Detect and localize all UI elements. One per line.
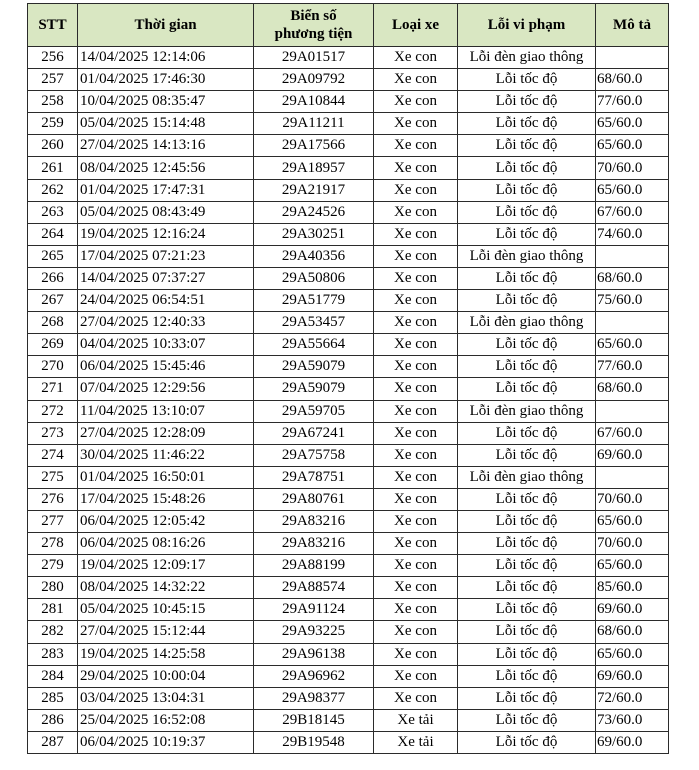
- table-row: [28, 201, 669, 223]
- time-cell: 06/04/2025 12:05:42: [78, 510, 254, 532]
- table-row: [28, 245, 669, 267]
- table-header: [28, 4, 669, 47]
- violation-cell: Lỗi tốc độ: [458, 533, 596, 555]
- plate-cell: 29A98377: [254, 687, 374, 709]
- violation-cell: Lỗi tốc độ: [458, 422, 596, 444]
- vehicle-type-cell: Xe con: [374, 466, 458, 488]
- description-cell: 69/60.0: [596, 444, 669, 466]
- table-row: [28, 488, 669, 510]
- vehicle-type-cell: Xe con: [374, 267, 458, 289]
- header-plate: [254, 4, 374, 47]
- time-cell: 07/04/2025 12:29:56: [78, 378, 254, 400]
- violation-cell: Lỗi tốc độ: [458, 334, 596, 356]
- violation-cell: Lỗi tốc độ: [458, 709, 596, 731]
- table-row: [28, 422, 669, 444]
- description-cell: 85/60.0: [596, 577, 669, 599]
- plate-cell: 29A10844: [254, 91, 374, 113]
- plate-cell: 29A30251: [254, 223, 374, 245]
- time-cell: 30/04/2025 11:46:22: [78, 444, 254, 466]
- vehicle-type-cell: Xe con: [374, 599, 458, 621]
- description-cell: 65/60.0: [596, 135, 669, 157]
- stt-cell: 282: [28, 621, 78, 643]
- time-cell: 17/04/2025 15:48:26: [78, 488, 254, 510]
- description-cell: 65/60.0: [596, 334, 669, 356]
- description-cell: 67/60.0: [596, 201, 669, 223]
- violation-cell: Lỗi đèn giao thông: [458, 245, 596, 267]
- description-cell: 68/60.0: [596, 267, 669, 289]
- table-row: [28, 643, 669, 665]
- stt-cell: 281: [28, 599, 78, 621]
- description-cell: 67/60.0: [596, 422, 669, 444]
- vehicle-type-cell: Xe con: [374, 290, 458, 312]
- vehicle-type-cell: Xe con: [374, 621, 458, 643]
- description-cell: 74/60.0: [596, 223, 669, 245]
- plate-cell: 29A11211: [254, 113, 374, 135]
- plate-cell: 29A83216: [254, 510, 374, 532]
- description-cell: 68/60.0: [596, 378, 669, 400]
- description-cell: 65/60.0: [596, 113, 669, 135]
- stt-cell: 263: [28, 201, 78, 223]
- time-cell: 14/04/2025 07:37:27: [78, 267, 254, 289]
- table-row: [28, 267, 669, 289]
- table-row: [28, 334, 669, 356]
- table-row: [28, 179, 669, 201]
- vehicle-type-cell: Xe con: [374, 555, 458, 577]
- violation-cell: Lỗi tốc độ: [458, 577, 596, 599]
- stt-cell: 285: [28, 687, 78, 709]
- time-cell: 27/04/2025 12:28:09: [78, 422, 254, 444]
- stt-cell: 276: [28, 488, 78, 510]
- header-type: Loại xe: [374, 4, 458, 47]
- stt-cell: 278: [28, 533, 78, 555]
- description-cell: 72/60.0: [596, 687, 669, 709]
- header-stt: STT: [28, 4, 78, 47]
- plate-cell: 29A67241: [254, 422, 374, 444]
- table-row: [28, 223, 669, 245]
- violation-cell: Lỗi tốc độ: [458, 179, 596, 201]
- table-row: [28, 356, 669, 378]
- time-cell: 29/04/2025 10:00:04: [78, 665, 254, 687]
- table-row: [28, 510, 669, 532]
- vehicle-type-cell: Xe con: [374, 157, 458, 179]
- violation-cell: Lỗi đèn giao thông: [458, 47, 596, 69]
- violation-cell: Lỗi tốc độ: [458, 69, 596, 91]
- table-row: [28, 444, 669, 466]
- violation-cell: Lỗi tốc độ: [458, 356, 596, 378]
- description-cell: 75/60.0: [596, 290, 669, 312]
- vehicle-type-cell: Xe con: [374, 334, 458, 356]
- vehicle-type-cell: Xe con: [374, 91, 458, 113]
- stt-cell: 262: [28, 179, 78, 201]
- violation-cell: Lỗi tốc độ: [458, 201, 596, 223]
- time-cell: 25/04/2025 16:52:08: [78, 709, 254, 731]
- violation-cell: Lỗi tốc độ: [458, 157, 596, 179]
- stt-cell: 257: [28, 69, 78, 91]
- plate-cell: 29A88574: [254, 577, 374, 599]
- plate-cell: 29A96138: [254, 643, 374, 665]
- table-row: [28, 135, 669, 157]
- vehicle-type-cell: Xe con: [374, 223, 458, 245]
- vehicle-type-cell: Xe con: [374, 422, 458, 444]
- plate-cell: 29A88199: [254, 555, 374, 577]
- table-row: [28, 378, 669, 400]
- table-row: [28, 69, 669, 91]
- violation-cell: Lỗi tốc độ: [458, 444, 596, 466]
- vehicle-type-cell: Xe con: [374, 378, 458, 400]
- stt-cell: 260: [28, 135, 78, 157]
- stt-cell: 258: [28, 91, 78, 113]
- table-row: [28, 577, 669, 599]
- description-cell: 65/60.0: [596, 555, 669, 577]
- vehicle-type-cell: Xe con: [374, 69, 458, 91]
- plate-cell: 29A75758: [254, 444, 374, 466]
- violations-table: [27, 3, 669, 754]
- time-cell: 06/04/2025 08:16:26: [78, 533, 254, 555]
- vehicle-type-cell: Xe con: [374, 201, 458, 223]
- time-cell: 05/04/2025 15:14:48: [78, 113, 254, 135]
- stt-cell: 273: [28, 422, 78, 444]
- plate-cell: 29A53457: [254, 312, 374, 334]
- description-cell: 70/60.0: [596, 488, 669, 510]
- description-cell: 77/60.0: [596, 91, 669, 113]
- stt-cell: 264: [28, 223, 78, 245]
- time-cell: 27/04/2025 12:40:33: [78, 312, 254, 334]
- violation-cell: Lỗi tốc độ: [458, 91, 596, 113]
- description-cell: 69/60.0: [596, 665, 669, 687]
- description-cell: [596, 466, 669, 488]
- plate-cell: 29B18145: [254, 709, 374, 731]
- description-cell: 70/60.0: [596, 533, 669, 555]
- time-cell: 27/04/2025 15:12:44: [78, 621, 254, 643]
- time-cell: 01/04/2025 16:50:01: [78, 466, 254, 488]
- stt-cell: 272: [28, 400, 78, 422]
- table-row: [28, 599, 669, 621]
- time-cell: 27/04/2025 14:13:16: [78, 135, 254, 157]
- time-cell: 24/04/2025 06:54:51: [78, 290, 254, 312]
- plate-cell: 29A17566: [254, 135, 374, 157]
- stt-cell: 287: [28, 731, 78, 753]
- violation-cell: Lỗi đèn giao thông: [458, 312, 596, 334]
- vehicle-type-cell: Xe con: [374, 687, 458, 709]
- description-cell: 69/60.0: [596, 731, 669, 753]
- time-cell: 19/04/2025 14:25:58: [78, 643, 254, 665]
- time-cell: 04/04/2025 10:33:07: [78, 334, 254, 356]
- vehicle-type-cell: Xe con: [374, 135, 458, 157]
- vehicle-type-cell: Xe con: [374, 47, 458, 69]
- plate-cell: 29B19548: [254, 731, 374, 753]
- header-row: [28, 4, 669, 47]
- description-cell: 70/60.0: [596, 157, 669, 179]
- description-cell: 65/60.0: [596, 510, 669, 532]
- table-row: [28, 466, 669, 488]
- vehicle-type-cell: Xe con: [374, 444, 458, 466]
- time-cell: 05/04/2025 08:43:49: [78, 201, 254, 223]
- plate-cell: 29A24526: [254, 201, 374, 223]
- stt-cell: 277: [28, 510, 78, 532]
- violation-cell: Lỗi đèn giao thông: [458, 466, 596, 488]
- description-cell: 69/60.0: [596, 599, 669, 621]
- vehicle-type-cell: Xe con: [374, 510, 458, 532]
- stt-cell: 279: [28, 555, 78, 577]
- table-row: [28, 113, 669, 135]
- time-cell: 17/04/2025 07:21:23: [78, 245, 254, 267]
- violation-cell: Lỗi tốc độ: [458, 643, 596, 665]
- vehicle-type-cell: Xe con: [374, 665, 458, 687]
- plate-cell: 29A93225: [254, 621, 374, 643]
- vehicle-type-cell: Xe con: [374, 312, 458, 334]
- plate-cell: 29A21917: [254, 179, 374, 201]
- description-cell: 68/60.0: [596, 621, 669, 643]
- table-row: [28, 290, 669, 312]
- time-cell: 19/04/2025 12:09:17: [78, 555, 254, 577]
- plate-cell: 29A40356: [254, 245, 374, 267]
- description-cell: 68/60.0: [596, 69, 669, 91]
- time-cell: 01/04/2025 17:46:30: [78, 69, 254, 91]
- table-row: [28, 555, 669, 577]
- description-cell: 77/60.0: [596, 356, 669, 378]
- vehicle-type-cell: Xe con: [374, 577, 458, 599]
- stt-cell: 280: [28, 577, 78, 599]
- violation-cell: Lỗi tốc độ: [458, 599, 596, 621]
- violation-cell: Lỗi đèn giao thông: [458, 400, 596, 422]
- table-row: [28, 665, 669, 687]
- violation-cell: Lỗi tốc độ: [458, 290, 596, 312]
- vehicle-type-cell: Xe con: [374, 400, 458, 422]
- plate-cell: 29A96962: [254, 665, 374, 687]
- table-row: [28, 400, 669, 422]
- plate-cell: 29A18957: [254, 157, 374, 179]
- table-row: [28, 621, 669, 643]
- header-desc: Mô tả: [596, 4, 669, 47]
- header-error: Lỗi vi phạm: [458, 4, 596, 47]
- stt-cell: 268: [28, 312, 78, 334]
- vehicle-type-cell: Xe con: [374, 245, 458, 267]
- time-cell: 11/04/2025 13:10:07: [78, 400, 254, 422]
- violation-cell: Lỗi tốc độ: [458, 223, 596, 245]
- stt-cell: 284: [28, 665, 78, 687]
- table-row: [28, 533, 669, 555]
- stt-cell: 269: [28, 334, 78, 356]
- vehicle-type-cell: Xe con: [374, 488, 458, 510]
- plate-cell: 29A51779: [254, 290, 374, 312]
- plate-cell: 29A50806: [254, 267, 374, 289]
- vehicle-type-cell: Xe con: [374, 533, 458, 555]
- violation-cell: Lỗi tốc độ: [458, 510, 596, 532]
- violation-cell: Lỗi tốc độ: [458, 621, 596, 643]
- description-cell: 65/60.0: [596, 179, 669, 201]
- violations-sheet: [27, 3, 669, 754]
- time-cell: 03/04/2025 13:04:31: [78, 687, 254, 709]
- stt-cell: 274: [28, 444, 78, 466]
- vehicle-type-cell: Xe con: [374, 113, 458, 135]
- violation-cell: Lỗi tốc độ: [458, 113, 596, 135]
- table-row: [28, 312, 669, 334]
- time-cell: 05/04/2025 10:45:15: [78, 599, 254, 621]
- plate-cell: 29A80761: [254, 488, 374, 510]
- description-cell: [596, 312, 669, 334]
- plate-cell: 29A01517: [254, 47, 374, 69]
- violation-cell: Lỗi tốc độ: [458, 687, 596, 709]
- table-row: [28, 731, 669, 753]
- stt-cell: 266: [28, 267, 78, 289]
- stt-cell: 259: [28, 113, 78, 135]
- plate-cell: 29A59705: [254, 400, 374, 422]
- stt-cell: 286: [28, 709, 78, 731]
- time-cell: 01/04/2025 17:47:31: [78, 179, 254, 201]
- time-cell: 06/04/2025 15:45:46: [78, 356, 254, 378]
- stt-cell: 267: [28, 290, 78, 312]
- vehicle-type-cell: Xe con: [374, 179, 458, 201]
- description-cell: 65/60.0: [596, 643, 669, 665]
- vehicle-type-cell: Xe tải: [374, 709, 458, 731]
- table-body: [28, 47, 669, 754]
- violation-cell: Lỗi tốc độ: [458, 555, 596, 577]
- stt-cell: 256: [28, 47, 78, 69]
- description-cell: [596, 47, 669, 69]
- header-plate-line1: Biển số: [290, 8, 337, 24]
- stt-cell: 283: [28, 643, 78, 665]
- description-cell: [596, 245, 669, 267]
- vehicle-type-cell: Xe con: [374, 356, 458, 378]
- table-row: [28, 709, 669, 731]
- stt-cell: 275: [28, 466, 78, 488]
- time-cell: 14/04/2025 12:14:06: [78, 47, 254, 69]
- stt-cell: 261: [28, 157, 78, 179]
- stt-cell: 271: [28, 378, 78, 400]
- violation-cell: Lỗi tốc độ: [458, 135, 596, 157]
- plate-cell: 29A83216: [254, 533, 374, 555]
- description-cell: [596, 400, 669, 422]
- table-row: [28, 157, 669, 179]
- header-plate-line2: phương tiện: [274, 26, 353, 42]
- time-cell: 10/04/2025 08:35:47: [78, 91, 254, 113]
- violation-cell: Lỗi tốc độ: [458, 378, 596, 400]
- violation-cell: Lỗi tốc độ: [458, 665, 596, 687]
- stt-cell: 265: [28, 245, 78, 267]
- violation-cell: Lỗi tốc độ: [458, 488, 596, 510]
- time-cell: 08/04/2025 12:45:56: [78, 157, 254, 179]
- plate-cell: 29A78751: [254, 466, 374, 488]
- violation-cell: Lỗi tốc độ: [458, 731, 596, 753]
- header-time: Thời gian: [78, 4, 254, 47]
- vehicle-type-cell: Xe con: [374, 643, 458, 665]
- table-row: [28, 91, 669, 113]
- time-cell: 06/04/2025 10:19:37: [78, 731, 254, 753]
- violation-cell: Lỗi tốc độ: [458, 267, 596, 289]
- plate-cell: 29A09792: [254, 69, 374, 91]
- description-cell: 73/60.0: [596, 709, 669, 731]
- plate-cell: 29A55664: [254, 334, 374, 356]
- table-row: [28, 47, 669, 69]
- vehicle-type-cell: Xe tải: [374, 731, 458, 753]
- time-cell: 19/04/2025 12:16:24: [78, 223, 254, 245]
- plate-cell: 29A59079: [254, 356, 374, 378]
- plate-cell: 29A91124: [254, 599, 374, 621]
- plate-cell: 29A59079: [254, 378, 374, 400]
- table-row: [28, 687, 669, 709]
- time-cell: 08/04/2025 14:32:22: [78, 577, 254, 599]
- stt-cell: 270: [28, 356, 78, 378]
